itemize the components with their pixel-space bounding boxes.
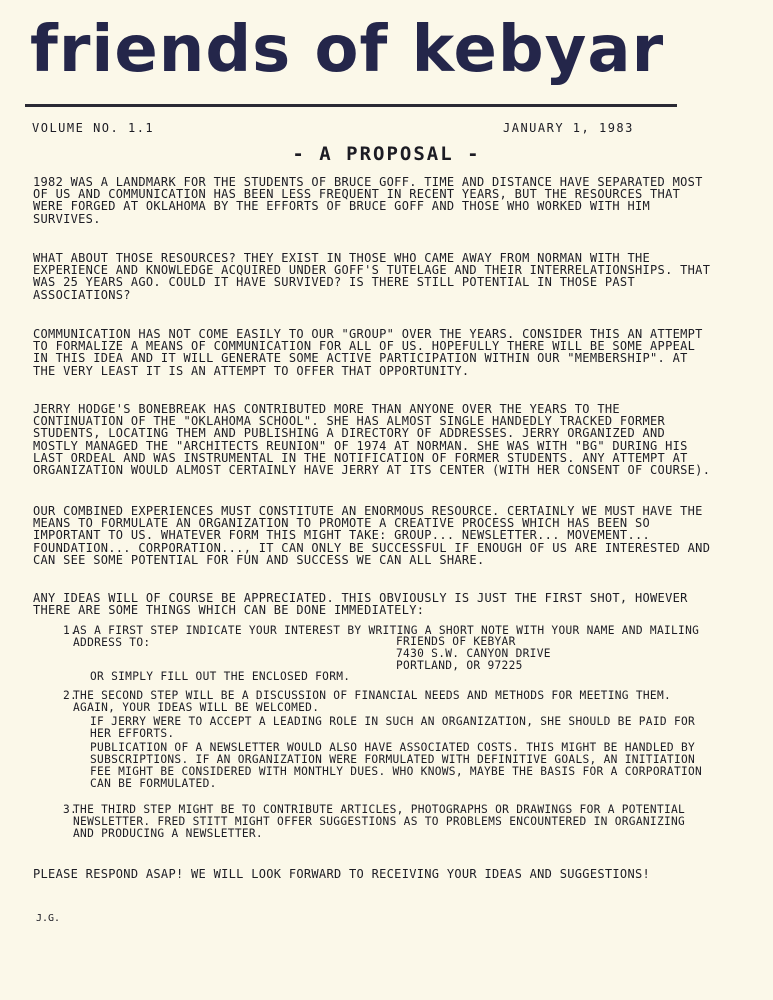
paragraph-2: WHAT ABOUT THOSE RESOURCES? THEY EXIST IN THOSE WHO CAME AWAY FROM NORMAN WITH THE EXPERIENCE AND KNOWLEDGE ACQUIRED UNDER GOFF'S TUTELAGE AND THEIR INTERRELATIONSHIPS. THAT WAS 25 YEARS AGO. COULD IT HAVE SURVIVED? IS THERE STILL POTENTIAL IN THOSE PAST ASSOCIATIONS?	[33, 251, 711, 302]
volume-number: VOLUME NO. 1.1	[32, 121, 155, 135]
masthead-title: friends of kebyar	[30, 13, 665, 87]
page-headline: - A PROPOSAL -	[292, 143, 481, 165]
step-2-note-costs: PUBLICATION OF A NEWSLETTER WOULD ALSO HAVE ASSOCIATED COSTS. THIS MIGHT BE HANDLED BY SUBSCRIPTIONS. IF AN ORGANIZATION WERE FORMULATED WITH DEFINITIVE GOALS, AN INITIATION FEE MIGHT BE CONSIDERED WITH MONTHLY DUES. WHO KNOWS, MAYBE THE BASIS FOR A CORPORATION CAN BE FORMULATED.	[90, 741, 703, 790]
step-1-number: 1.	[63, 624, 78, 637]
step-2	[63, 689, 713, 714]
issue-date: JANUARY 1, 1983	[503, 121, 634, 135]
closing-paragraph: PLEASE RESPOND ASAP! WE WILL LOOK FORWARD TO RECEIVING YOUR IDEAS AND SUGGESTIONS!	[33, 867, 651, 881]
step-2-text: THE SECOND STEP WILL BE A DISCUSSION OF FINANCIAL NEEDS AND METHODS FOR MEETING THEM. AGAIN, YOUR IDEAS WILL BE WELCOMED.	[73, 689, 672, 714]
paragraph-6: ANY IDEAS WILL OF COURSE BE APPRECIATED. THIS OBVIOUSLY IS JUST THE FIRST SHOT, HOWEVER THERE ARE SOME THINGS WHICH CAN BE DONE IMMEDIATELY:	[33, 591, 688, 618]
step-3-number: 3.	[63, 803, 78, 816]
mailing-address-city: PORTLAND, OR 97225	[396, 659, 523, 672]
author-initials: J.G.	[36, 913, 61, 924]
step-1	[63, 624, 713, 649]
step-1-alternative: OR SIMPLY FILL OUT THE ENCLOSED FORM.	[90, 670, 351, 683]
paragraph-5: OUR COMBINED EXPERIENCES MUST CONSTITUTE AN ENORMOUS RESOURCE. CERTAINLY WE MUST HAVE THE MEANS TO FORMULATE AN ORGANIZATION TO PROMOTE A CREATIVE PROCESS WHICH HAS BEEN SO IMPORTANT TO US. WHATEVER FORM THIS MIGHT TAKE: GROUP... NEWSLETTER... MOVEMENT... FOUNDATION... CORPORATION..., IT CAN ONLY BE SUCCESSFUL IF ENOUGH OF US ARE INTERESTED AND CAN SEE SOME POTENTIAL FOR FUN AND SUCCESS WE CAN ALL SHARE.	[33, 504, 711, 567]
step-3-text: THE THIRD STEP MIGHT BE TO CONTRIBUTE ARTICLES, PHOTOGRAPHS OR DRAWINGS FOR A POTENTIAL NEWSLETTER. FRED STITT MIGHT OFFER SUGGESTIONS AS TO PROBLEMS ENCOUNTERED IN ORGANIZING AND PRODUCING A NEWSLETTER.	[73, 803, 686, 840]
paragraph-3: COMMUNICATION HAS NOT COME EASILY TO OUR "GROUP" OVER THE YEARS. CONSIDER THIS AN ATTEMPT TO FORMALIZE A MEANS OF COMMUNICATION FOR ALL OF US. HOPEFULLY THERE WILL BE SOME APPEAL IN THIS IDEA AND IT WILL GENERATE SOME ACTIVE PARTICIPATION WITHIN OUR "MEMBERSHIP". AT THE VERY LEAST IT IS AN ATTEMPT TO OFFER THAT OPPORTUNITY.	[33, 327, 703, 378]
step-1-text: AS A FIRST STEP INDICATE YOUR INTEREST BY WRITING A SHORT NOTE WITH YOUR NAME AND MAILING ADDRESS TO:	[73, 624, 700, 649]
step-2-number: 2.	[63, 689, 78, 702]
paragraph-4: JERRY HODGE'S BONEBREAK HAS CONTRIBUTED MORE THAN ANYONE OVER THE YEARS TO THE CONTINUATION OF THE "OKLAHOMA SCHOOL". SHE HAS ALMOST SINGLE HANDEDLY TRACKED FORMER STUDENTS, LOCATING THEM AND PUBLISHING A DIRECTORY OF ADDRESSES. JERRY ORGANIZED AND MOSTLY MANAGED THE "ARCHITECTS REUNION" OF 1974 AT NORMAN. SHE WAS WITH "BG" DURING HIS LAST ORDEAL AND WAS INSTRUMENTAL IN THE NOTIFICATION OF FORMER STUDENTS. ANY ATTEMPT AT ORGANIZATION WOULD ALMOST CERTAINLY HAVE JERRY AT ITS CENTER (WITH HER CONSENT OF COURSE).	[33, 402, 711, 478]
paragraph-1: 1982 WAS A LANDMARK FOR THE STUDENTS OF BRUCE GOFF. TIME AND DISTANCE HAVE SEPARATED MOST OF US AND COMMUNICATION HAS BEEN LESS FREQUENT IN RECENT YEARS, BUT THE RESOURCES THAT WERE FORGED AT OKLAHOMA BY THE EFFORTS OF BRUCE GOFF AND THOSE WHO WORKED WITH HIM SURVIVES.	[33, 175, 703, 226]
masthead-rule	[25, 104, 677, 107]
mailing-address-name: FRIENDS OF KEBYAR	[396, 635, 516, 648]
step-2-note-jerry: IF JERRY WERE TO ACCEPT A LEADING ROLE IN SUCH AN ORGANIZATION, SHE SHOULD BE PAID FOR HER EFFORTS.	[90, 715, 696, 740]
step-3	[63, 803, 713, 840]
mailing-address-street: 7430 S.W. CANYON DRIVE	[396, 647, 551, 660]
